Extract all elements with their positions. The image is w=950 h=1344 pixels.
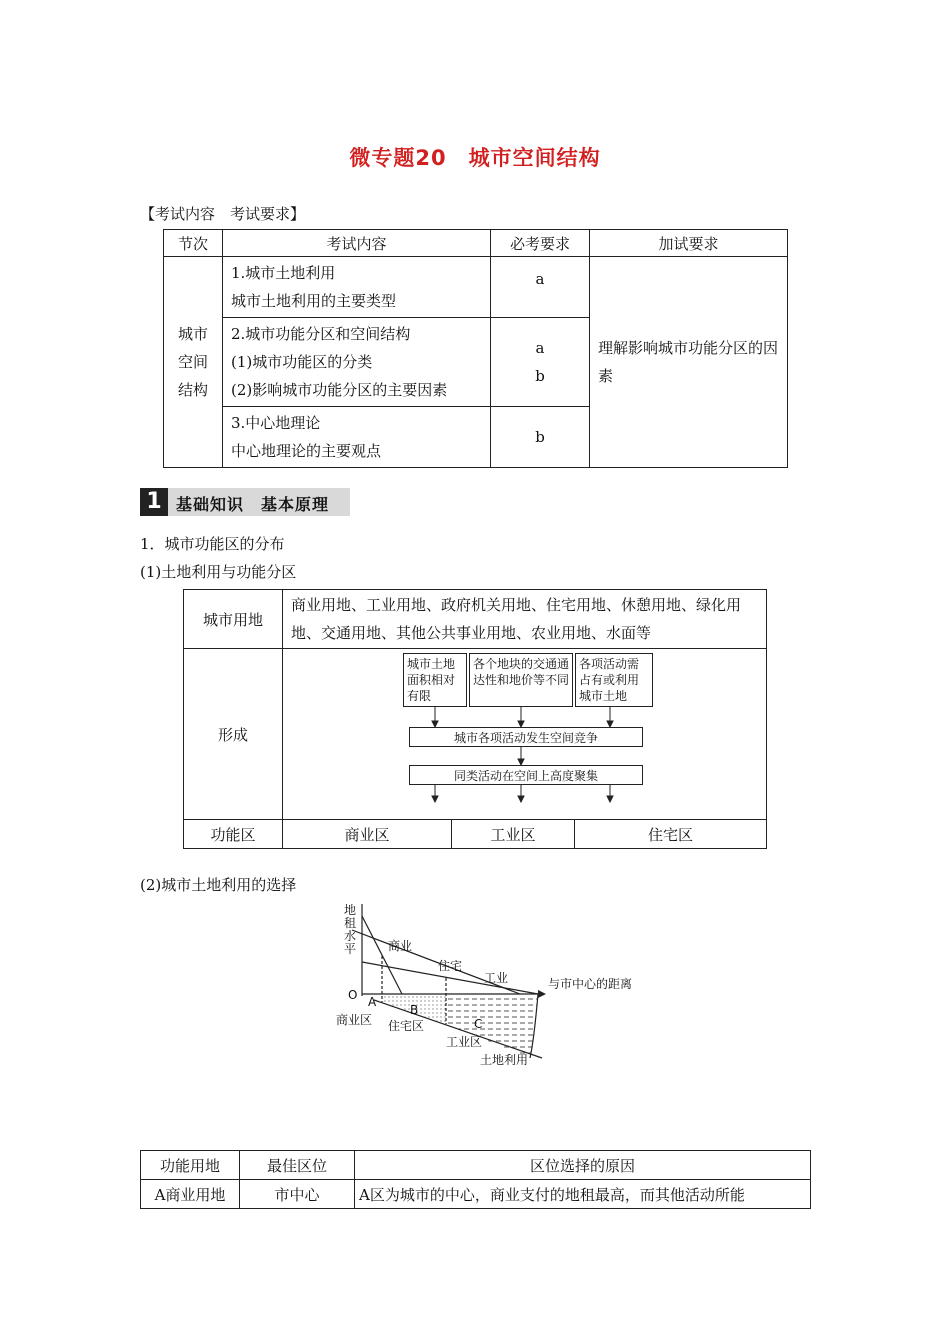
content-line: (2)影响城市功能分区的主要因素 [231,381,448,399]
zone-letter: A [368,995,377,1009]
y-axis-label [344,902,390,956]
land-rent-chart [320,900,640,1070]
flow-box-land-limited: 城市土地面积相对有限 [403,653,467,707]
header-cell: 区位选择的原因 [355,1151,811,1180]
zone-cell: 工业区 [452,820,575,849]
y-axis-char: 租 [344,916,357,930]
line-label: 工业 [484,971,509,985]
content-cell [223,257,491,318]
section-cell: 城市 空间 结构 [164,257,223,468]
zone-cell: 商业区 [283,820,452,849]
content-cell [223,318,491,407]
required-cell [491,407,590,468]
item-heading: 1．城市功能区的分布 [140,535,285,553]
required-cell [491,257,590,318]
requirements-table [163,229,788,468]
section-label: 基础知识 基本原理 [176,495,330,514]
header-cell: 考试内容 [223,230,491,257]
header-cell: 功能用地 [141,1151,240,1180]
location-choice-table [140,1150,811,1209]
land-label: 城市用地 [184,590,283,649]
x-axis-label: 与市中心的距离 [548,977,633,991]
flow-box-accessibility: 各个地块的交通通达性和地价等不同 [469,653,573,707]
y-axis-char: 平 [344,942,357,956]
zone-name: 商业区 [336,1013,373,1027]
content-line: 3.中心地理论 [231,414,321,432]
land-use-label: 土地利用 [480,1053,529,1067]
table-row [141,1180,811,1209]
header-cell: 加试要求 [590,230,788,257]
zone-name: 住宅区 [388,1019,425,1033]
page-title: 微专题20 城市空间结构 [349,146,601,170]
required-letter: a [535,270,545,288]
header-cell: 节次 [164,230,223,257]
flow-cell [283,649,767,820]
table-row [184,649,767,820]
required-cell [491,318,590,407]
section-number: 1 [140,488,168,516]
required-letter: b [535,367,545,385]
required-letter: b [535,428,545,446]
zone-label: 功能区 [184,820,283,849]
table-row [184,820,767,849]
table-cell: A区为城市的中心，商业支付的地租最高，而其他活动所能 [355,1180,811,1209]
zone-cell: 住宅区 [575,820,767,849]
zone-name: 工业区 [446,1035,483,1049]
table-row [164,230,788,257]
header-cell: 最佳区位 [240,1151,355,1180]
table-row [184,590,767,649]
flow-box-activities: 各项活动需占有或利用城市土地 [575,653,653,707]
flow-box-competition: 城市各项活动发生空间竞争 [409,727,643,747]
header-cell: 必考要求 [491,230,590,257]
zone-letter: C [474,1017,483,1031]
table-row [141,1151,811,1180]
extra-cell: 理解影响城市功能分区的因素 [590,257,788,468]
form-label: 形成 [184,649,283,820]
y-axis-char: 地 [344,903,357,917]
land-text: 商业用地、工业用地、政府机关用地、住宅用地、休憩用地、绿化用地、交通用地、其他公共事业用地、农业用地、水面等 [283,590,767,649]
content-line: 1.城市土地利用 [231,264,336,282]
section-header [140,488,350,516]
origin-label: O [348,988,358,1002]
content-line: (1)城市功能区的分类 [231,353,373,371]
required-letter: a [535,339,545,357]
line-label: 住宅 [438,959,463,973]
y-axis-char: 水 [344,929,357,943]
content-line: 城市土地利用的主要类型 [231,292,397,310]
table-row [164,257,788,318]
zone-letter: B [410,1003,419,1017]
content-cell [223,407,491,468]
x-axis-arrow [538,990,546,998]
subitem-heading: (1)土地利用与功能分区 [140,563,297,581]
function-zone-table [183,589,767,849]
table-cell: A商业用地 [141,1180,240,1209]
content-line: 2.城市功能分区和空间结构 [231,325,411,343]
flow-box-aggregation: 同类活动在空间上高度聚集 [409,765,643,785]
line-label: 商业 [388,939,413,953]
subitem-heading: (2)城市土地利用的选择 [140,876,297,894]
table-cell: 市中心 [240,1180,355,1209]
content-line: 中心地理论的主要观点 [231,442,382,460]
exam-heading: 【考试内容 考试要求】 [140,205,306,223]
